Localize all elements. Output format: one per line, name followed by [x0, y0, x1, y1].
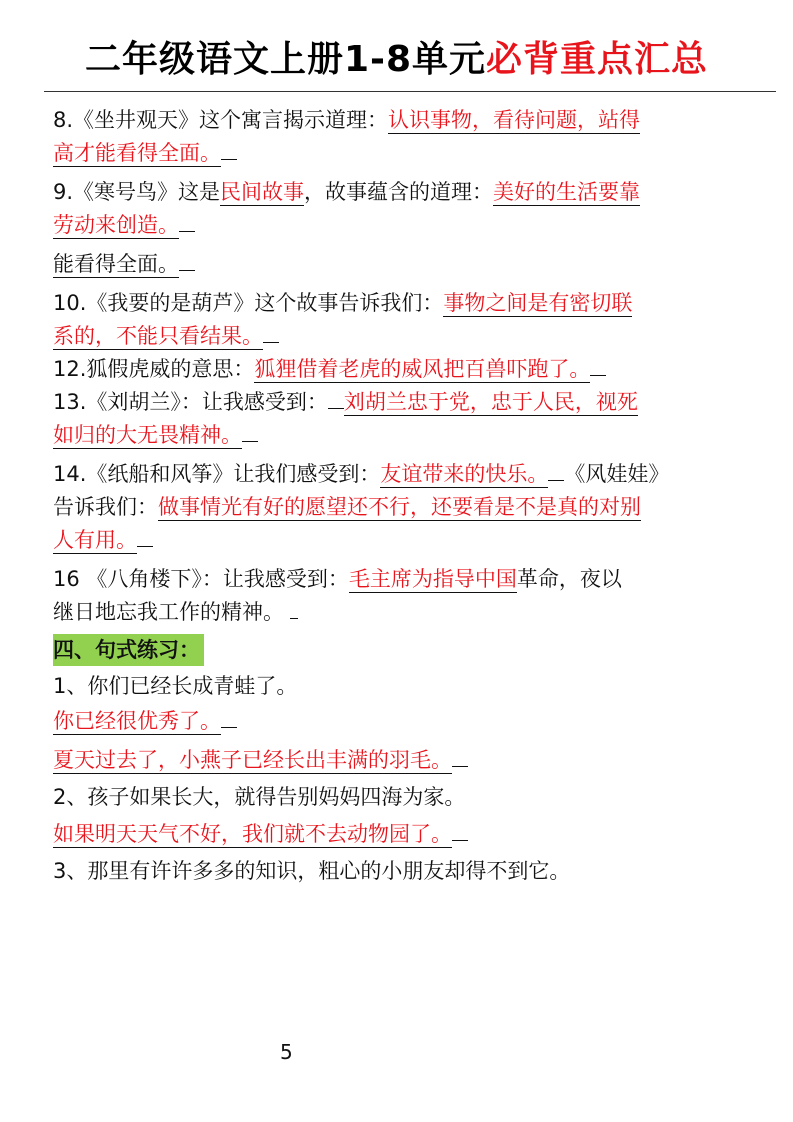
title-main: 二年级语文上册1-8单元	[84, 39, 487, 80]
item-9-answer-2b: 劳动来创造。	[53, 213, 179, 237]
header-rule	[44, 91, 776, 92]
item-13	[53, 386, 748, 452]
item-8-answer-2: 高才能看得全面。	[53, 141, 221, 165]
page-content	[53, 104, 748, 888]
blank-underline	[137, 545, 153, 547]
item-12-prefix: 12.狐假虎威的意思：	[53, 357, 255, 381]
question-1: 1、你们已经长成青蛙了。	[53, 674, 298, 698]
item-10-answer-1: 事物之间是有密切联	[443, 291, 633, 315]
item-16-prefix: 16 《八角楼下》：让我感受到：	[53, 567, 349, 591]
item-8	[53, 104, 748, 170]
orphan-text: 能看得全面。	[53, 252, 179, 276]
section-4-heading: 四、句式练习：	[53, 634, 204, 666]
item-9-middle: ，故事蕴含的道理：	[304, 180, 494, 204]
question-2: 2、孩子如果长大，就得告别妈妈四海为家。	[53, 785, 466, 809]
question-3: 3、那里有许许多多的知识，粗心的小朋友却得不到它。	[53, 859, 571, 883]
answer-1a	[53, 705, 748, 738]
item-12-answer: 狐狸借着老虎的威风把百兽吓跑了。	[254, 357, 591, 381]
answer-2a-text: 如果明天天气不好，我们就不去动物园了。	[53, 822, 452, 846]
item-16-line-2: 继日地忘我工作的精神。	[53, 600, 284, 624]
item-16-answer: 毛主席为指导中国	[348, 567, 517, 591]
item-14-middle-1: 《风娃娃》	[564, 462, 670, 486]
item-16	[53, 563, 748, 629]
item-9-answer-1: 民间故事	[220, 180, 305, 204]
blank-underline	[548, 479, 564, 481]
blank-underline	[452, 765, 468, 767]
item-10-prefix: 10.《我要的是葫芦》这个故事告诉我们：	[53, 291, 444, 315]
blank-underline	[328, 407, 344, 409]
blank-underline	[221, 726, 237, 728]
item-9-answer-2a: 美好的生活要靠	[493, 180, 641, 204]
answer-1b	[53, 744, 748, 777]
item-10	[53, 287, 748, 353]
item-14	[53, 458, 748, 557]
item-8-prefix: 8.《坐井观天》这个寓言揭示道理：	[53, 108, 389, 132]
orphan-line	[53, 248, 748, 281]
item-13-answer-2: 如归的大无畏精神。	[53, 423, 242, 447]
item-14-prefix: 14.《纸船和风筝》让我们感受到：	[53, 462, 381, 486]
item-14-answer-2b: 人有用。	[53, 528, 137, 552]
item-13-prefix: 13.《刘胡兰》：让我感受到：	[53, 390, 328, 414]
blank-underline	[179, 269, 195, 271]
answer-2a	[53, 818, 748, 851]
answer-1a-text: 你已经很优秀了。	[53, 709, 221, 733]
item-13-answer-1: 刘胡兰忠于党，忠于人民，视死	[343, 390, 638, 414]
blank-underline	[590, 374, 606, 376]
item-9-prefix: 9.《寒号鸟》这是	[53, 180, 221, 204]
blank-underline	[242, 440, 258, 442]
title-highlight: 必背重点汇总	[486, 39, 709, 80]
page-header	[0, 0, 793, 92]
blank-underline	[452, 839, 468, 841]
item-16-suffix: 革命，夜以	[516, 567, 622, 591]
item-10-answer-2: 系的，不能只看结果。	[53, 324, 263, 348]
blank-underline	[263, 341, 279, 343]
item-14-middle-2: 告诉我们：	[53, 495, 158, 519]
blank-underline	[221, 158, 237, 160]
item-9	[53, 176, 748, 242]
page-number: 5	[280, 1040, 293, 1064]
item-14-answer-2a: 做事情光有好的愿望还不行，还要看是不是真的对别	[158, 495, 641, 519]
page-title	[0, 38, 793, 82]
item-8-answer-1: 认识事物，看待问题，站得	[388, 108, 641, 132]
blank-underline	[290, 617, 298, 619]
blank-underline	[179, 230, 195, 232]
answer-1b-text: 夏天过去了，小燕子已经长出丰满的羽毛。	[53, 748, 452, 772]
item-12	[53, 353, 748, 386]
item-14-answer-1: 友谊带来的快乐。	[380, 462, 549, 486]
